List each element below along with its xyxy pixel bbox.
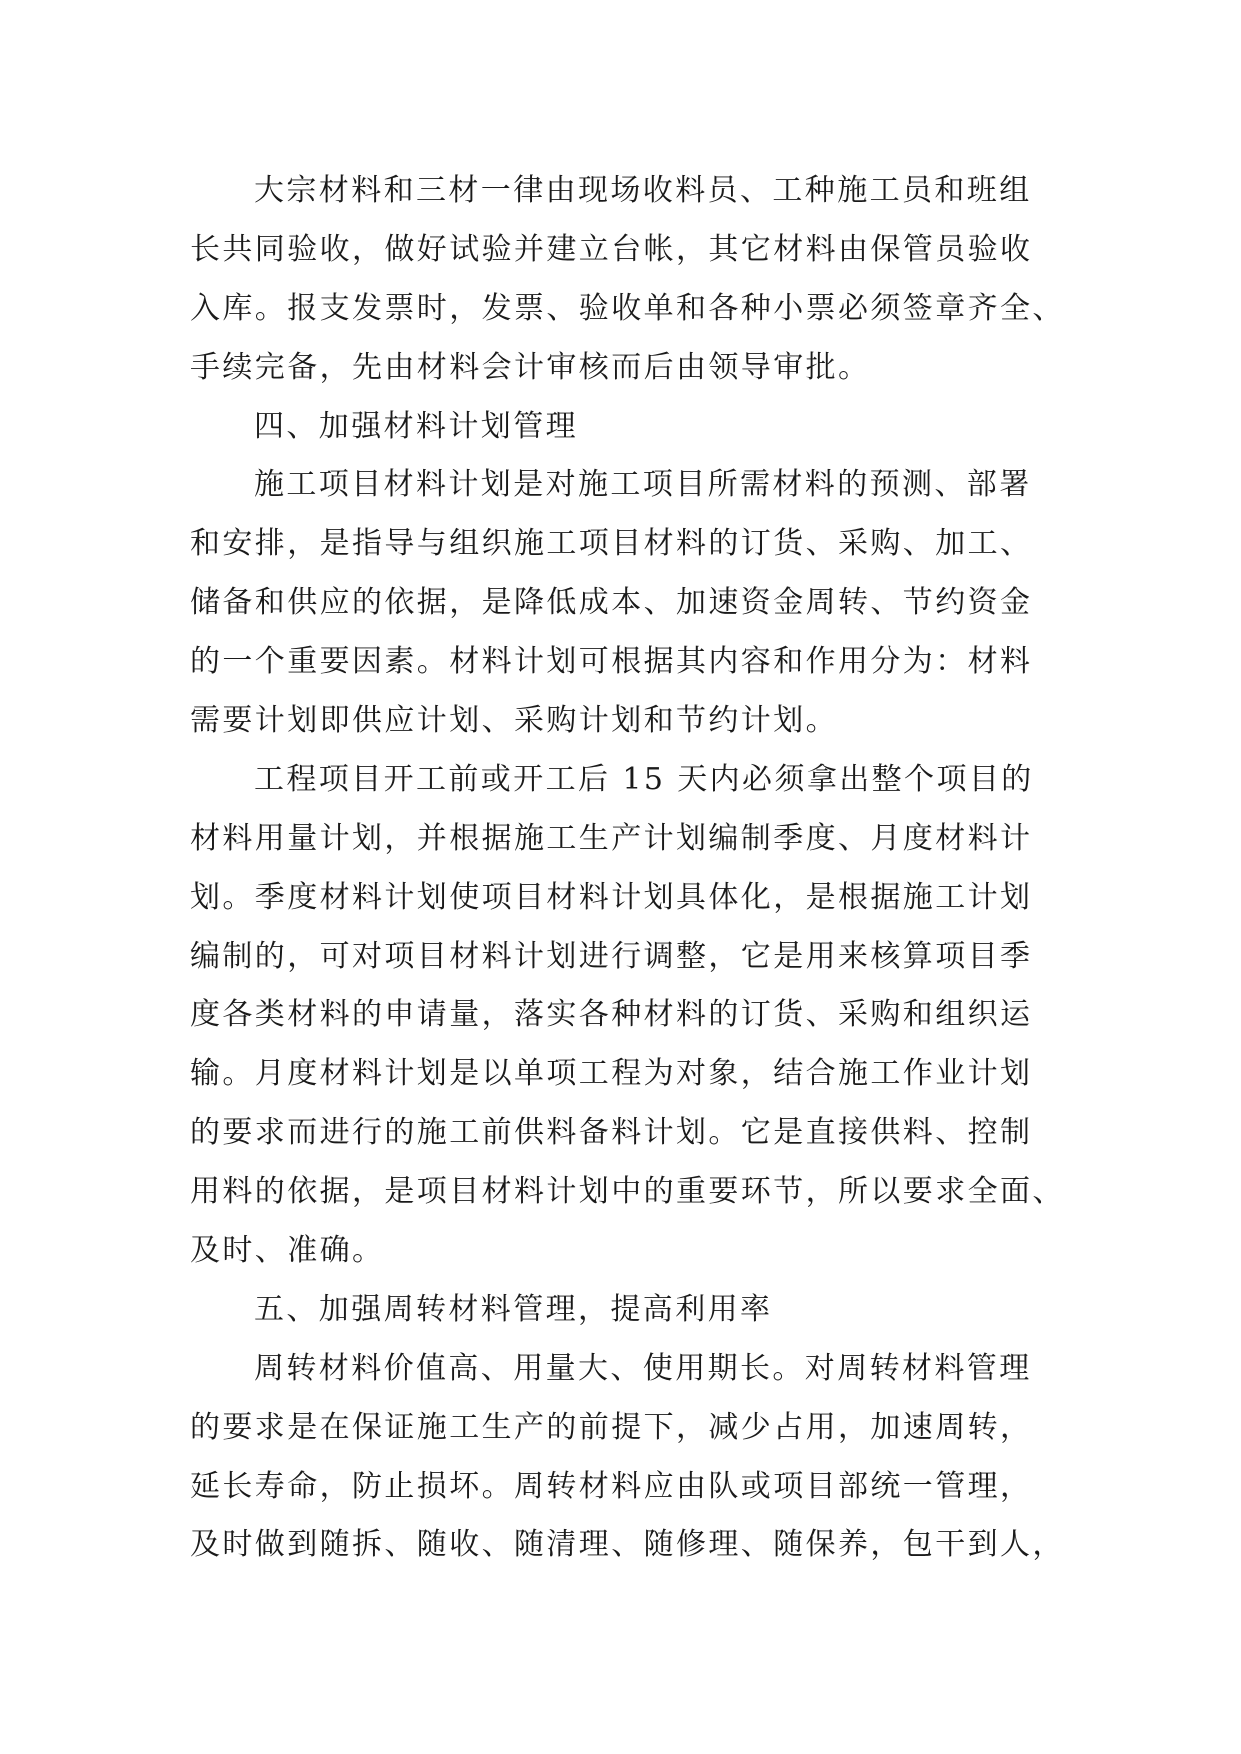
section-heading: 四、加强材料计划管理 <box>254 408 578 444</box>
paragraph-line: 材料用量计划，并根据施工生产计划编制季度、月度材料计 <box>190 820 1033 856</box>
paragraph-line: 长共同验收，做好试验并建立台帐，其它材料由保管员验收 <box>190 231 1033 267</box>
paragraph-line: 用料的依据，是项目材料计划中的重要环节，所以要求全面、 <box>190 1174 1065 1210</box>
paragraph-line: 及时做到随拆、随收、随清理、随修理、随保养，包干到人， <box>190 1527 1065 1563</box>
paragraph-line: 的要求而进行的施工前供料备料计划。它是直接供料、控制 <box>190 1115 1033 1151</box>
paragraph-line: 的要求是在保证施工生产的前提下，减少占用，加速周转， <box>190 1409 1033 1445</box>
paragraph-line: 工程项目开工前或开工后 15 天内必须拿出整个项目的 <box>254 761 1034 797</box>
paragraph-line: 输。月度材料计划是以单项工程为对象，结合施工作业计划 <box>190 1056 1033 1092</box>
paragraph-line: 手续完备，先由材料会计审核而后由领导审批。 <box>190 349 871 385</box>
paragraph-line: 周转材料价值高、用量大、使用期长。对周转材料管理 <box>254 1350 1032 1386</box>
paragraph-line: 的一个重要因素。材料计划可根据其内容和作用分为：材料 <box>190 644 1033 680</box>
section-heading: 五、加强周转材料管理，提高利用率 <box>254 1291 773 1327</box>
paragraph-line: 编制的，可对项目材料计划进行调整，它是用来核算项目季 <box>190 938 1033 974</box>
paragraph-line: 储备和供应的依据，是降低成本、加速资金周转、节约资金 <box>190 585 1033 621</box>
paragraph-line: 需要计划即供应计划、采购计划和节约计划。 <box>190 703 838 739</box>
paragraph-line: 延长寿命，防止损坏。周转材料应由队或项目部统一管理， <box>190 1468 1033 1504</box>
paragraph-line: 入库。报支发票时，发票、验收单和各种小票必须签章齐全、 <box>190 290 1065 326</box>
paragraph-line: 施工项目材料计划是对施工项目所需材料的预测、部署 <box>254 467 1032 503</box>
paragraph-line: 度各类材料的申请量，落实各种材料的订货、采购和组织运 <box>190 997 1033 1033</box>
paragraph-line: 大宗材料和三材一律由现场收料员、工种施工员和班组 <box>254 173 1032 208</box>
body-text <box>190 162 1065 1575</box>
paragraph-line: 及时、准确。 <box>190 1233 385 1269</box>
paragraph-line: 划。季度材料计划使项目材料计划具体化，是根据施工计划 <box>190 879 1033 915</box>
paragraph-line: 和安排，是指导与组织施工项目材料的订货、采购、加工、 <box>190 526 1033 562</box>
